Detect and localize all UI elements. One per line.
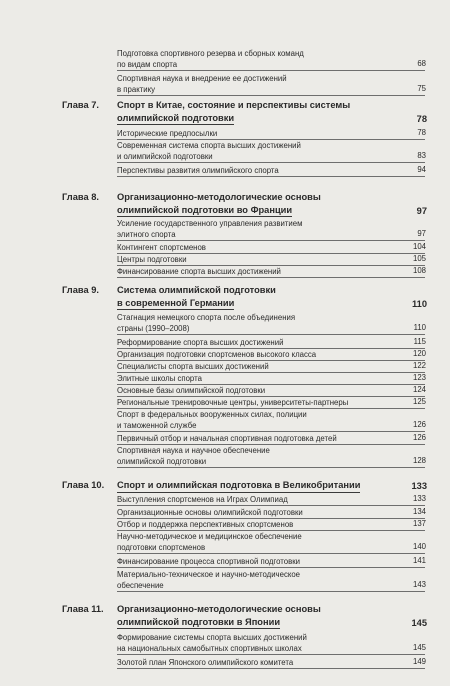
toc-entry xyxy=(117,48,425,71)
toc-entry-line: Золотой план Японского олимпийского комитета xyxy=(117,658,294,667)
chapter-title xyxy=(117,603,425,629)
toc-entry-page-number: 110 xyxy=(413,323,426,332)
toc-entry-text xyxy=(117,397,425,409)
toc-entry-text xyxy=(117,580,425,592)
toc-entry-text xyxy=(117,151,425,163)
toc-entry xyxy=(117,337,425,349)
toc-entry-text xyxy=(117,433,425,445)
toc-entry-line: Региональные тренировочные центры, университеты-партнеры xyxy=(117,398,349,407)
toc-entry-line: Организация подготовки спортсменов высокого класса xyxy=(117,350,317,359)
chapter-title-line: Система олимпийской подготовки xyxy=(117,285,276,295)
toc-entry-text xyxy=(117,218,425,229)
toc-entry-text xyxy=(117,165,425,177)
toc-entry-page-number: 68 xyxy=(417,59,426,68)
toc-entry-page-number: 134 xyxy=(412,507,426,516)
chapter-title xyxy=(117,284,425,310)
toc-entry-page-number: 141 xyxy=(412,556,426,565)
chapter-page-number: 78 xyxy=(416,113,427,124)
toc-entry xyxy=(117,140,425,163)
toc-entry-text xyxy=(117,349,425,361)
chapter-page-number: 133 xyxy=(411,481,427,491)
toc-entry-page-number: 123 xyxy=(412,373,426,382)
toc-entry-text xyxy=(117,59,425,71)
toc-entry-line: подготовки спортсменов xyxy=(117,543,206,552)
toc-entry-page-number: 78 xyxy=(417,128,426,137)
toc-entry xyxy=(117,266,425,278)
toc-entry-line: Отбор и поддержка перспективных спортсменов xyxy=(117,520,294,529)
toc-entry-text xyxy=(117,643,425,655)
toc-entry-page-number: 83 xyxy=(417,151,426,160)
toc-entry-line: Формирование системы спорта высших достижений xyxy=(117,633,307,642)
toc-entry-text xyxy=(117,373,425,385)
toc-entry-line: Материально-техническое и научно-методическое xyxy=(117,570,301,579)
toc-entry-line: Перспективы развития олимпийского спорта xyxy=(117,166,279,175)
toc-entry xyxy=(117,657,425,669)
chapter-label: Глава 7. xyxy=(62,100,99,110)
toc-entry-line: на национальных самобытных спортивных школах xyxy=(117,644,302,653)
toc-entry-line: и олимпийской подготовки xyxy=(117,152,213,161)
toc-entry-line: Основные базы олимпийской подготовки xyxy=(117,386,266,395)
toc-entry-text xyxy=(117,312,425,323)
toc-entry-text xyxy=(117,657,425,669)
chapter-label: Глава 9. xyxy=(62,285,99,295)
toc-entry-line: Спортивная наука и внедрение ее достижений xyxy=(117,74,287,83)
toc-entry-page-number: 125 xyxy=(412,397,426,406)
toc-entry-page-number: 75 xyxy=(417,84,426,93)
chapter-title xyxy=(117,191,425,217)
toc-entry-line: Подготовка спортивного резерва и сборных команд xyxy=(117,49,304,58)
chapter-page-number: 145 xyxy=(411,617,427,628)
toc-entry-text xyxy=(117,420,425,432)
toc-entry xyxy=(117,556,425,568)
toc-entry-page-number: 143 xyxy=(412,580,426,589)
chapter-label: Глава 8. xyxy=(62,192,99,202)
toc-entry-line: элитного спорта xyxy=(117,230,176,239)
toc-entry-line: Спорт в федеральных вооруженных силах, полиции xyxy=(117,410,307,419)
toc-entry-page-number: 105 xyxy=(412,254,426,263)
toc-entry-line: Стагнация немецкого спорта после объединения xyxy=(117,313,296,322)
chapter-label: Глава 11. xyxy=(62,604,104,614)
toc-entry-text xyxy=(117,242,425,254)
toc-entry xyxy=(117,385,425,397)
toc-entry-page-number: 126 xyxy=(412,420,426,429)
toc-entry-text xyxy=(117,445,425,456)
toc-entry xyxy=(117,349,425,361)
toc-entry xyxy=(117,73,425,96)
toc-entry-page-number: 145 xyxy=(412,643,426,652)
chapter-label: Глава 10. xyxy=(62,480,105,490)
toc-entry-line: Усиление государственного управления развитием xyxy=(117,219,303,228)
toc-entry xyxy=(117,409,425,432)
chapter-title-line: Организационно-методологические основы xyxy=(117,192,321,202)
toc-entry-page-number: 128 xyxy=(412,456,426,465)
toc-entry-text xyxy=(117,84,425,96)
toc-entry-line: Научно-методическое и медицинское обеспечение xyxy=(117,532,302,541)
toc-entry-page-number: 126 xyxy=(412,433,426,442)
toc-entry xyxy=(117,254,425,266)
chapter-title-line: Спорт и олимпийская подготовка в Великобритании xyxy=(117,479,360,493)
toc-entry xyxy=(117,312,425,335)
toc-entry xyxy=(117,519,425,531)
toc-entry xyxy=(117,433,425,445)
toc-entry-line: Спортивная наука и научное обеспечение xyxy=(117,446,270,455)
toc-entry xyxy=(117,373,425,385)
toc-entry-text xyxy=(117,48,425,59)
toc-entry xyxy=(117,218,425,241)
toc-entry-page-number: 120 xyxy=(412,349,426,358)
chapter-title-line: Организационно-методологические основы xyxy=(117,604,321,614)
chapter-title xyxy=(117,479,425,493)
toc-entry-page-number: 97 xyxy=(417,229,426,238)
toc-entry-page-number: 104 xyxy=(412,242,426,251)
toc-entry-line: Финансирование спорта высших достижений xyxy=(117,267,281,276)
chapter-title xyxy=(117,99,425,125)
toc-entry xyxy=(117,128,425,140)
toc-entry xyxy=(117,531,425,554)
toc-entry xyxy=(117,397,425,409)
toc-entry-line: Реформирование спорта высших достижений xyxy=(117,338,284,347)
toc-entry-page-number: 108 xyxy=(412,266,426,275)
toc-entry-line: Финансирование процесса спортивной подготовки xyxy=(117,557,300,566)
toc-entry-page-number: 140 xyxy=(412,542,426,551)
toc-entry-line: олимпийской подготовки xyxy=(117,457,207,466)
toc-entry-text xyxy=(117,507,425,519)
toc-entry-line: Специалисты спорта высших достижений xyxy=(117,362,269,371)
toc-entry-text xyxy=(117,361,425,373)
chapter-title-line: олимпийской подготовки xyxy=(117,112,234,126)
toc-entry xyxy=(117,445,425,468)
toc-entry xyxy=(117,569,425,592)
toc-entry-text xyxy=(117,266,425,278)
toc-entry-text xyxy=(117,409,425,420)
toc-entry-line: Контингент спортсменов xyxy=(117,243,206,252)
toc-entry-text xyxy=(117,632,425,643)
toc-entry-line: Исторические предпосылки xyxy=(117,129,218,138)
toc-entry-text xyxy=(117,337,425,349)
toc-entry-line: Современная система спорта высших достижений xyxy=(117,141,301,150)
toc-entry-text xyxy=(117,128,425,140)
toc-entry-line: Центры подготовки xyxy=(117,255,187,264)
toc-entry xyxy=(117,632,425,655)
toc-entry-text xyxy=(117,323,425,335)
chapter-title-line: Спорт в Китае, состояние и перспективы системы xyxy=(117,100,351,110)
toc-entry-text xyxy=(117,254,425,266)
toc-entry xyxy=(117,507,425,519)
toc-entry-line: Выступления спортсменов на Играх Олимпиад xyxy=(117,495,288,504)
toc-entry-text xyxy=(117,542,425,554)
toc-entry-text xyxy=(117,519,425,531)
toc-entry-text xyxy=(117,556,425,568)
toc-entry-text xyxy=(117,73,425,84)
toc-entry-text xyxy=(117,531,425,542)
toc-entry-line: страны (1990–2008) xyxy=(117,324,190,333)
toc-entry xyxy=(117,242,425,254)
chapter-page-number: 97 xyxy=(416,205,427,216)
toc-entry xyxy=(117,165,425,177)
toc-entry-text xyxy=(117,456,425,468)
toc-entry-line: Организационные основы олимпийской подготовки xyxy=(117,508,303,517)
toc-entry-line: Элитные школы спорта xyxy=(117,374,202,383)
toc-entry-page-number: 124 xyxy=(412,385,426,394)
toc-entry-page-number: 137 xyxy=(412,519,426,528)
chapter-page-number: 110 xyxy=(412,298,427,309)
toc-entry-line: обеспечение xyxy=(117,581,164,590)
chapter-title-line: олимпийской подготовки во Франции xyxy=(117,204,292,218)
chapter-title-line: олимпийской подготовки в Японии xyxy=(117,616,280,630)
toc-entry-page-number: 94 xyxy=(417,165,426,174)
toc-entry-page-number: 133 xyxy=(412,494,426,503)
toc-entry-text xyxy=(117,140,425,151)
toc-entry-text xyxy=(117,229,425,241)
toc-entry-text xyxy=(117,569,425,580)
toc-entry xyxy=(117,494,425,506)
toc-entry-page-number: 149 xyxy=(412,657,426,666)
toc-entry-text xyxy=(117,385,425,397)
toc-entry-text xyxy=(117,494,425,506)
toc-entry xyxy=(117,361,425,373)
toc-entry-line: и таможенной службе xyxy=(117,421,197,430)
chapter-title-line: в современной Германии xyxy=(117,297,234,311)
toc-entry-line: в практику xyxy=(117,85,156,94)
toc-entry-line: Первичный отбор и начальная спортивная подготовка детей xyxy=(117,434,337,443)
toc-entry-page-number: 122 xyxy=(412,361,426,370)
toc-entry-line: по видам спорта xyxy=(117,60,178,69)
toc-entry-page-number: 115 xyxy=(413,337,426,346)
